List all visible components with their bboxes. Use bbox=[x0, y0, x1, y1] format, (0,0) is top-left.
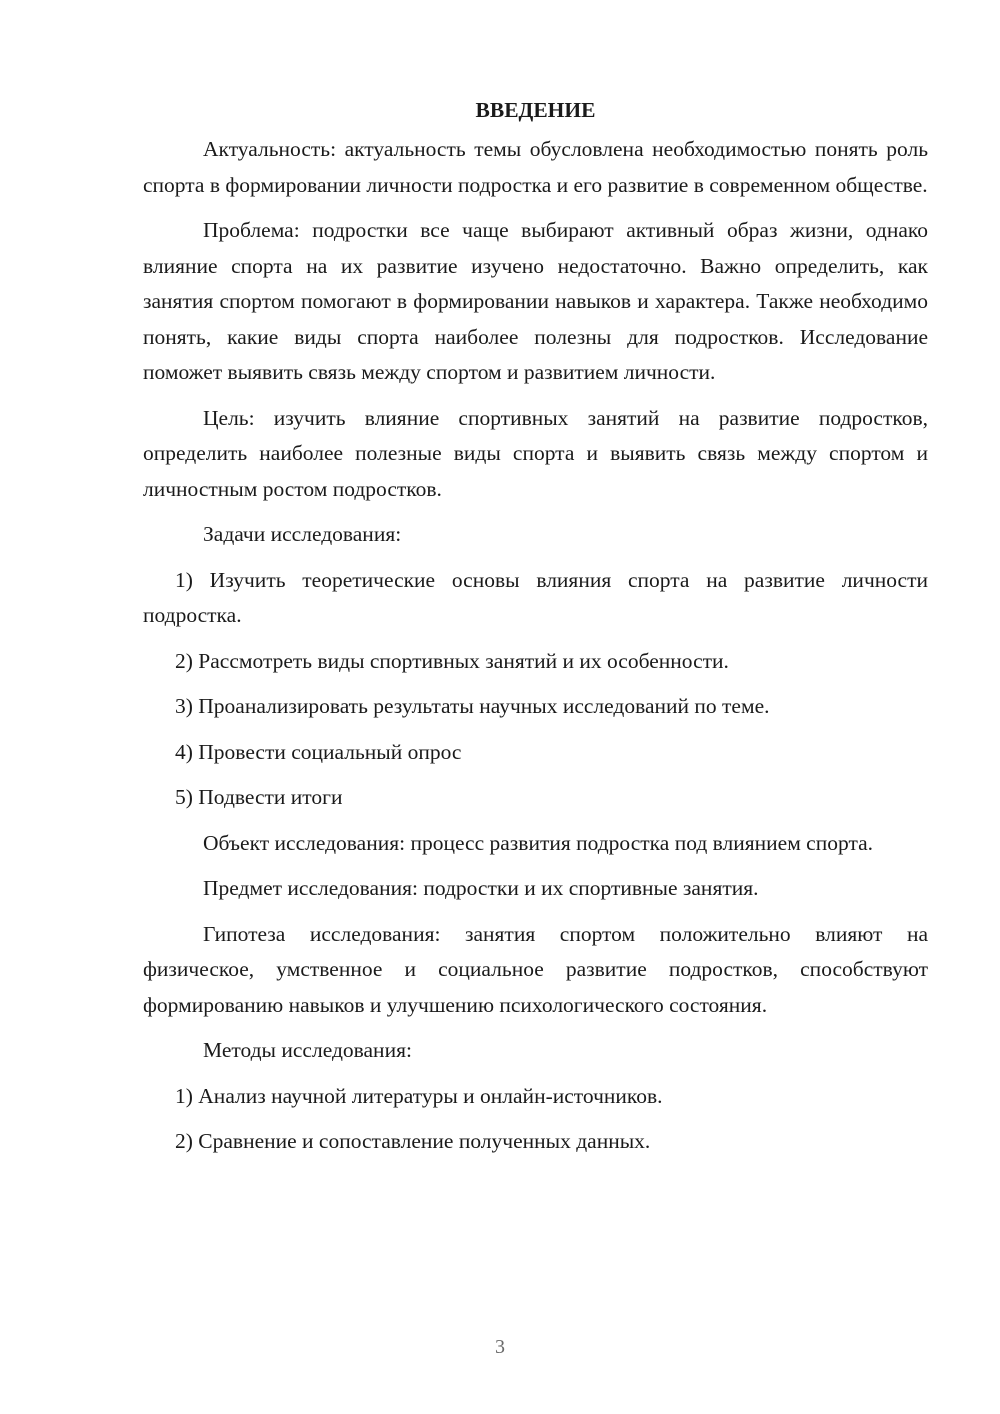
list-item: 3) Проанализировать результаты научных исследований по теме. bbox=[175, 694, 770, 718]
list-item: 2) Сравнение и сопоставление полученных данных. bbox=[175, 1129, 651, 1153]
list-item: 5) Подвести итоги bbox=[175, 785, 343, 809]
paragraph-relevance: Актуальность: актуальность темы обусловлена необходимостью понять роль спорта в формировании личности подростка и его развитие в современном обществе. bbox=[143, 137, 928, 197]
methods-heading: Методы исследования: bbox=[203, 1038, 412, 1062]
section-title: ВВЕДЕНИЕ bbox=[475, 98, 596, 122]
paragraph-goal: Цель: изучить влияние спортивных занятий на развитие подростков, определить наиболее полезные виды спорта и выявить связь между спортом и личностным ростом подростков. bbox=[143, 405, 928, 501]
paragraph-problem: Проблема: подростки все чаще выбирают активный образ жизни, однако влияние спорта на их развитие изучено недостаточно. Важно определить, как занятия спортом помогают в формировании навыков и характера. Также необходимо понять, какие виды спорта наиболее полезны для подростков. Исследование поможет выявить связь между спортом и развитием личности. bbox=[143, 218, 928, 384]
page-number: 3 bbox=[495, 1336, 505, 1358]
paragraph-hypothesis: Гипотеза исследования: занятия спортом положительно влияют на физическое, умственное и социальное развитие подростков, способствуют формированию навыков и улучшению психологического состояния. bbox=[143, 921, 928, 1017]
tasks-list bbox=[143, 563, 928, 816]
paragraph-object: Объект исследования: процесс развития подростка под влиянием спорта. bbox=[203, 830, 874, 855]
tasks-heading: Задачи исследования: bbox=[203, 522, 402, 546]
document-body bbox=[143, 94, 928, 1160]
paragraph-subject: Предмет исследования: подростки и их спортивные занятия. bbox=[203, 876, 759, 900]
methods-list bbox=[143, 1079, 928, 1160]
list-item: 1) Анализ научной литературы и онлайн-источников. bbox=[175, 1083, 663, 1108]
list-item: 4) Провести социальный опрос bbox=[175, 739, 462, 764]
list-item: 2) Рассмотреть виды спортивных занятий и их особенности. bbox=[175, 648, 729, 673]
list-item: 1) Изучить теоретические основы влияния спорта на развитие личности подростка. bbox=[143, 567, 928, 627]
